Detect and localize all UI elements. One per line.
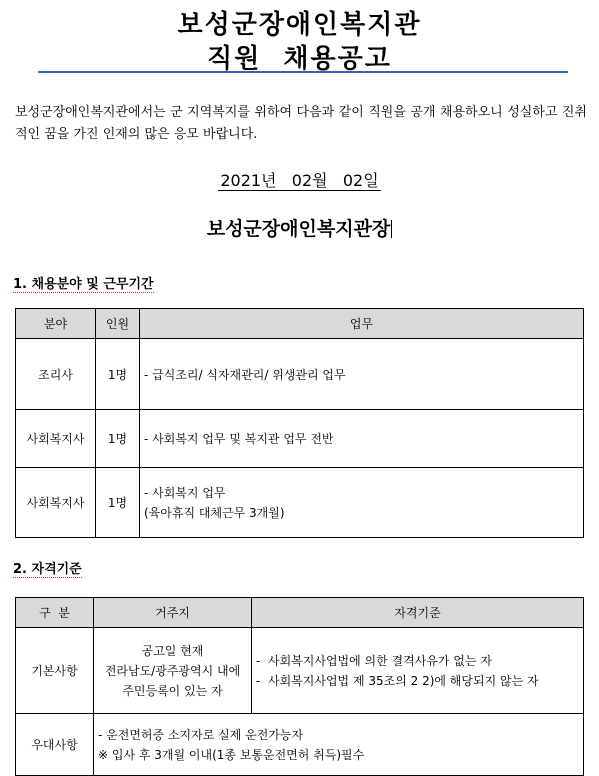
column-header-category: 구 분	[16, 598, 94, 628]
table-row	[16, 468, 584, 538]
criteria-list	[256, 651, 579, 691]
cell-duty	[140, 468, 584, 538]
posting-date	[0, 168, 599, 191]
cell-residence	[94, 628, 252, 714]
table-row	[16, 410, 584, 468]
column-header-field: 분야	[16, 309, 96, 339]
intro-paragraph: 보성군장애인복지관에서는 군 지역복지를 위하여 다음과 같이 직원을 공개 채용하오니 성실하고 진취적인 꿈을 가진 인재의 많은 응모 바랍니다.	[15, 105, 587, 142]
title-underline	[38, 71, 568, 73]
cell-field: 사회복지사	[16, 410, 96, 468]
duty-line: - 사회복지 업무 및 복지관 업무 전반	[144, 432, 334, 446]
table-row	[16, 339, 584, 410]
title-line-1: 보성군장애인복지관	[177, 10, 422, 40]
section2-heading-text: 2. 자격기준	[13, 562, 82, 577]
table-row	[16, 714, 584, 776]
column-header-duty: 업무	[140, 309, 584, 339]
section1-heading-text: 1. 채용분야 및 근무기간	[13, 277, 154, 292]
section-heading-recruitment	[13, 273, 154, 292]
column-header-count: 인원	[96, 309, 140, 339]
qualification-table	[15, 597, 584, 776]
duty-line: - 사회복지 업무	[144, 485, 226, 500]
organization-signature	[0, 214, 599, 241]
table-header-row	[16, 309, 584, 339]
table-header-row	[16, 598, 584, 628]
cell-category: 우대사항	[16, 714, 94, 776]
cell-field: 사회복지사	[16, 468, 96, 538]
cell-count: 1명	[96, 410, 140, 468]
duty-line: - 급식조리/ 식자재관리/ 위생관리 업무	[144, 367, 346, 382]
cell-preferred	[94, 714, 584, 776]
organization-name: 보성군장애인복지관장	[206, 218, 391, 240]
column-header-criteria: 자격기준	[252, 598, 584, 628]
duty-note: (육아휴직 대체근무 3개월)	[144, 505, 285, 520]
cell-count: 1명	[96, 339, 140, 410]
cell-duty	[140, 339, 584, 410]
column-header-residence: 거주지	[94, 598, 252, 628]
criteria-item: - 사회복지사업법에 의한 결격사유가 없는 자	[256, 651, 579, 671]
criteria-item: - 사회복지사업법 제 35조의 2 2)에 해당되지 않는 자	[256, 671, 579, 691]
cell-duty	[140, 410, 584, 468]
section-heading-qualifications	[13, 558, 82, 577]
title-line-2: 직원 채용공고	[207, 44, 392, 74]
table-row	[16, 628, 584, 714]
preferred-line: - 운전면허증 소지자로 실제 운전가능자	[98, 727, 304, 742]
cell-criteria	[252, 628, 584, 714]
preferred-note: ※ 입사 후 3개월 이내(1종 보통운전면허 취득)필수	[98, 747, 365, 762]
residence-line: 전라남도/광주광역시 내에	[104, 663, 241, 678]
posting-date-text: 2021년 02월 02일	[220, 171, 379, 190]
cell-field: 조리사	[16, 339, 96, 410]
cell-category: 기본사항	[16, 628, 94, 714]
recruitment-table	[15, 308, 584, 538]
cell-count: 1명	[96, 468, 140, 538]
residence-line: 주민등록이 있는 자	[122, 683, 223, 698]
text-cursor	[391, 220, 392, 238]
residence-line: 공고일 현재	[141, 643, 204, 658]
